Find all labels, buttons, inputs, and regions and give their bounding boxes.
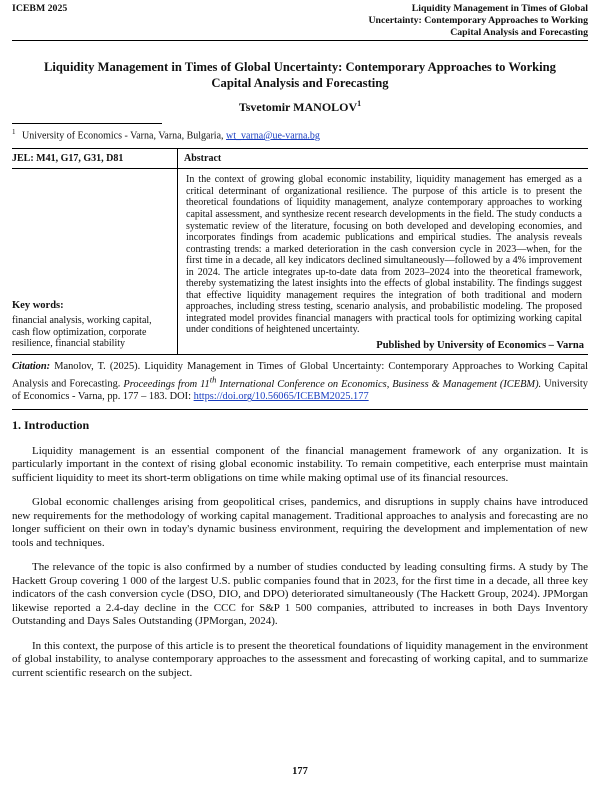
paper-title: Liquidity Management in Times of Global Uncertainty: Contemporary Approaches to Working Capital Analysis and Forecasting (44, 60, 556, 90)
abstract-box (12, 148, 588, 355)
author (12, 99, 588, 115)
author-sup: 1 (357, 99, 362, 108)
keywords-heading: Key words: (12, 300, 64, 312)
abstract-left-column (12, 149, 177, 354)
running-header (12, 0, 588, 41)
abstract-heading: Abstract (178, 149, 588, 169)
header-running-title: Liquidity Management in Times of Global Uncertainty: Contemporary Approaches to Working Capital Analysis and Forecasting (368, 3, 588, 38)
abstract-right-column (177, 149, 588, 354)
affiliation-sup: 1 (12, 128, 16, 136)
author-name: Tsvetomir MANOLOV (238, 100, 358, 114)
citation-part2: University of Economics - Varna, pp. 177 – 183. DOI: (12, 378, 588, 403)
paragraph: The relevance of the topic is also confirmed by a number of studies conducted by leading consulting firms. A study by The Hackett Group covering 1 000 of the largest U.S. public companies found that in 2023, for the first time in a decade, all three key indicators of the cash conversion cycle (DSO, DIO, and DPO) deteriorated simultaneously (The Hackett Group, 2024). JPMorgan likewise reported a 2.4-day decline in the CCC for S&P 1 500 companies, attributed to increases in both Days Inventory Outstanding and Days Sales Outstanding (JPMorgan, 2024). (12, 561, 588, 628)
jel-codes: JEL: M41, G17, G31, D81 (12, 149, 177, 169)
citation-part1: Manolov, T. (2025). Liquidity Management in Times of Global Uncertainty: Contemporary Approaches to Working Capital Analysis and Forecasting. (12, 360, 588, 390)
citation (12, 361, 588, 410)
citation-proceedings: Proceedings from 11th International Conference on Economics, Business & Management (ICEBM). (123, 374, 542, 390)
abstract-text: In the context of growing global economic instability, liquidity management has emerged as a critical determinant of organizational resilience. The purpose of this article is to present the theoretical foundations of liquidity management, analyze contemporary approaches to working capital assessment, and synthesize recent research developments in the field. The study conducts a systematic review of the literature, focusing on both developed and developing economies, and incorporates findings from academic publications and empirical studies. The analysis reveals contrasting trends: a marked deterioration in the cash conversion cycle in 2023—when, for the first time in a decade, all key indicators declined simultaneously—followed by a 4% improvement in 2024. The article integrates up-to-date data from 2023–2024 into the theoretical framework, thereby systematizing the latest insights into the effects of global instability. The findings suggest that effective liquidity management requires the integration of both traditional and modern approaches, including stress testing, scenario analysis, and probabilistic modeling. The proposed integrated model provides financial managers with practical tools for optimizing working capital under conditions of heightened uncertainty. (186, 174, 582, 336)
affiliation-rule (12, 123, 162, 124)
keywords-text: financial analysis, working capital, cash flow optimization, corporate resilience, financial stability (12, 315, 152, 350)
header-conference: ICEBM 2025 (12, 3, 68, 14)
citation-label: Citation: (12, 360, 51, 372)
author-email-link[interactable]: wt_varna@ue-varna.bg (226, 130, 320, 142)
publisher-line: Published by University of Economics – Varna (376, 339, 584, 351)
paragraph: Liquidity management is an essential component of the financial management framework of any organization. It is particularly important in the context of rising global economic instability. To remain competitive, each enterprise must maintain sufficient liquidity to meet its short-term obligations on time while making optimal use of its financial resources. (12, 444, 588, 484)
affiliation-text: University of Economics - Varna, Varna, Bulgaria, (22, 130, 224, 142)
keywords-block (12, 300, 177, 354)
paragraph: Global economic challenges arising from geopolitical crises, pandemics, and disruptions in supply chains have introduced new requirements for the methodology of working capital management. Traditional approaches to analysis and forecasting are no longer sufficient on their own in today's dynamic business environment, requiring the development and implementation of new tools and techniques. (12, 496, 588, 549)
section-heading: 1. Introduction (12, 417, 90, 432)
paragraph: In this context, the purpose of this article is to present the theoretical foundations of liquidity management in the environment of global instability, to analyse contemporary approaches to the assessment and forecasting of working capital, and to summarize current scientific research on the subject. (12, 639, 588, 679)
page-number: 177 (292, 766, 308, 777)
doi-link[interactable]: https://doi.org/10.56065/ICEBM2025.177 (193, 391, 369, 403)
affiliation (12, 126, 588, 142)
